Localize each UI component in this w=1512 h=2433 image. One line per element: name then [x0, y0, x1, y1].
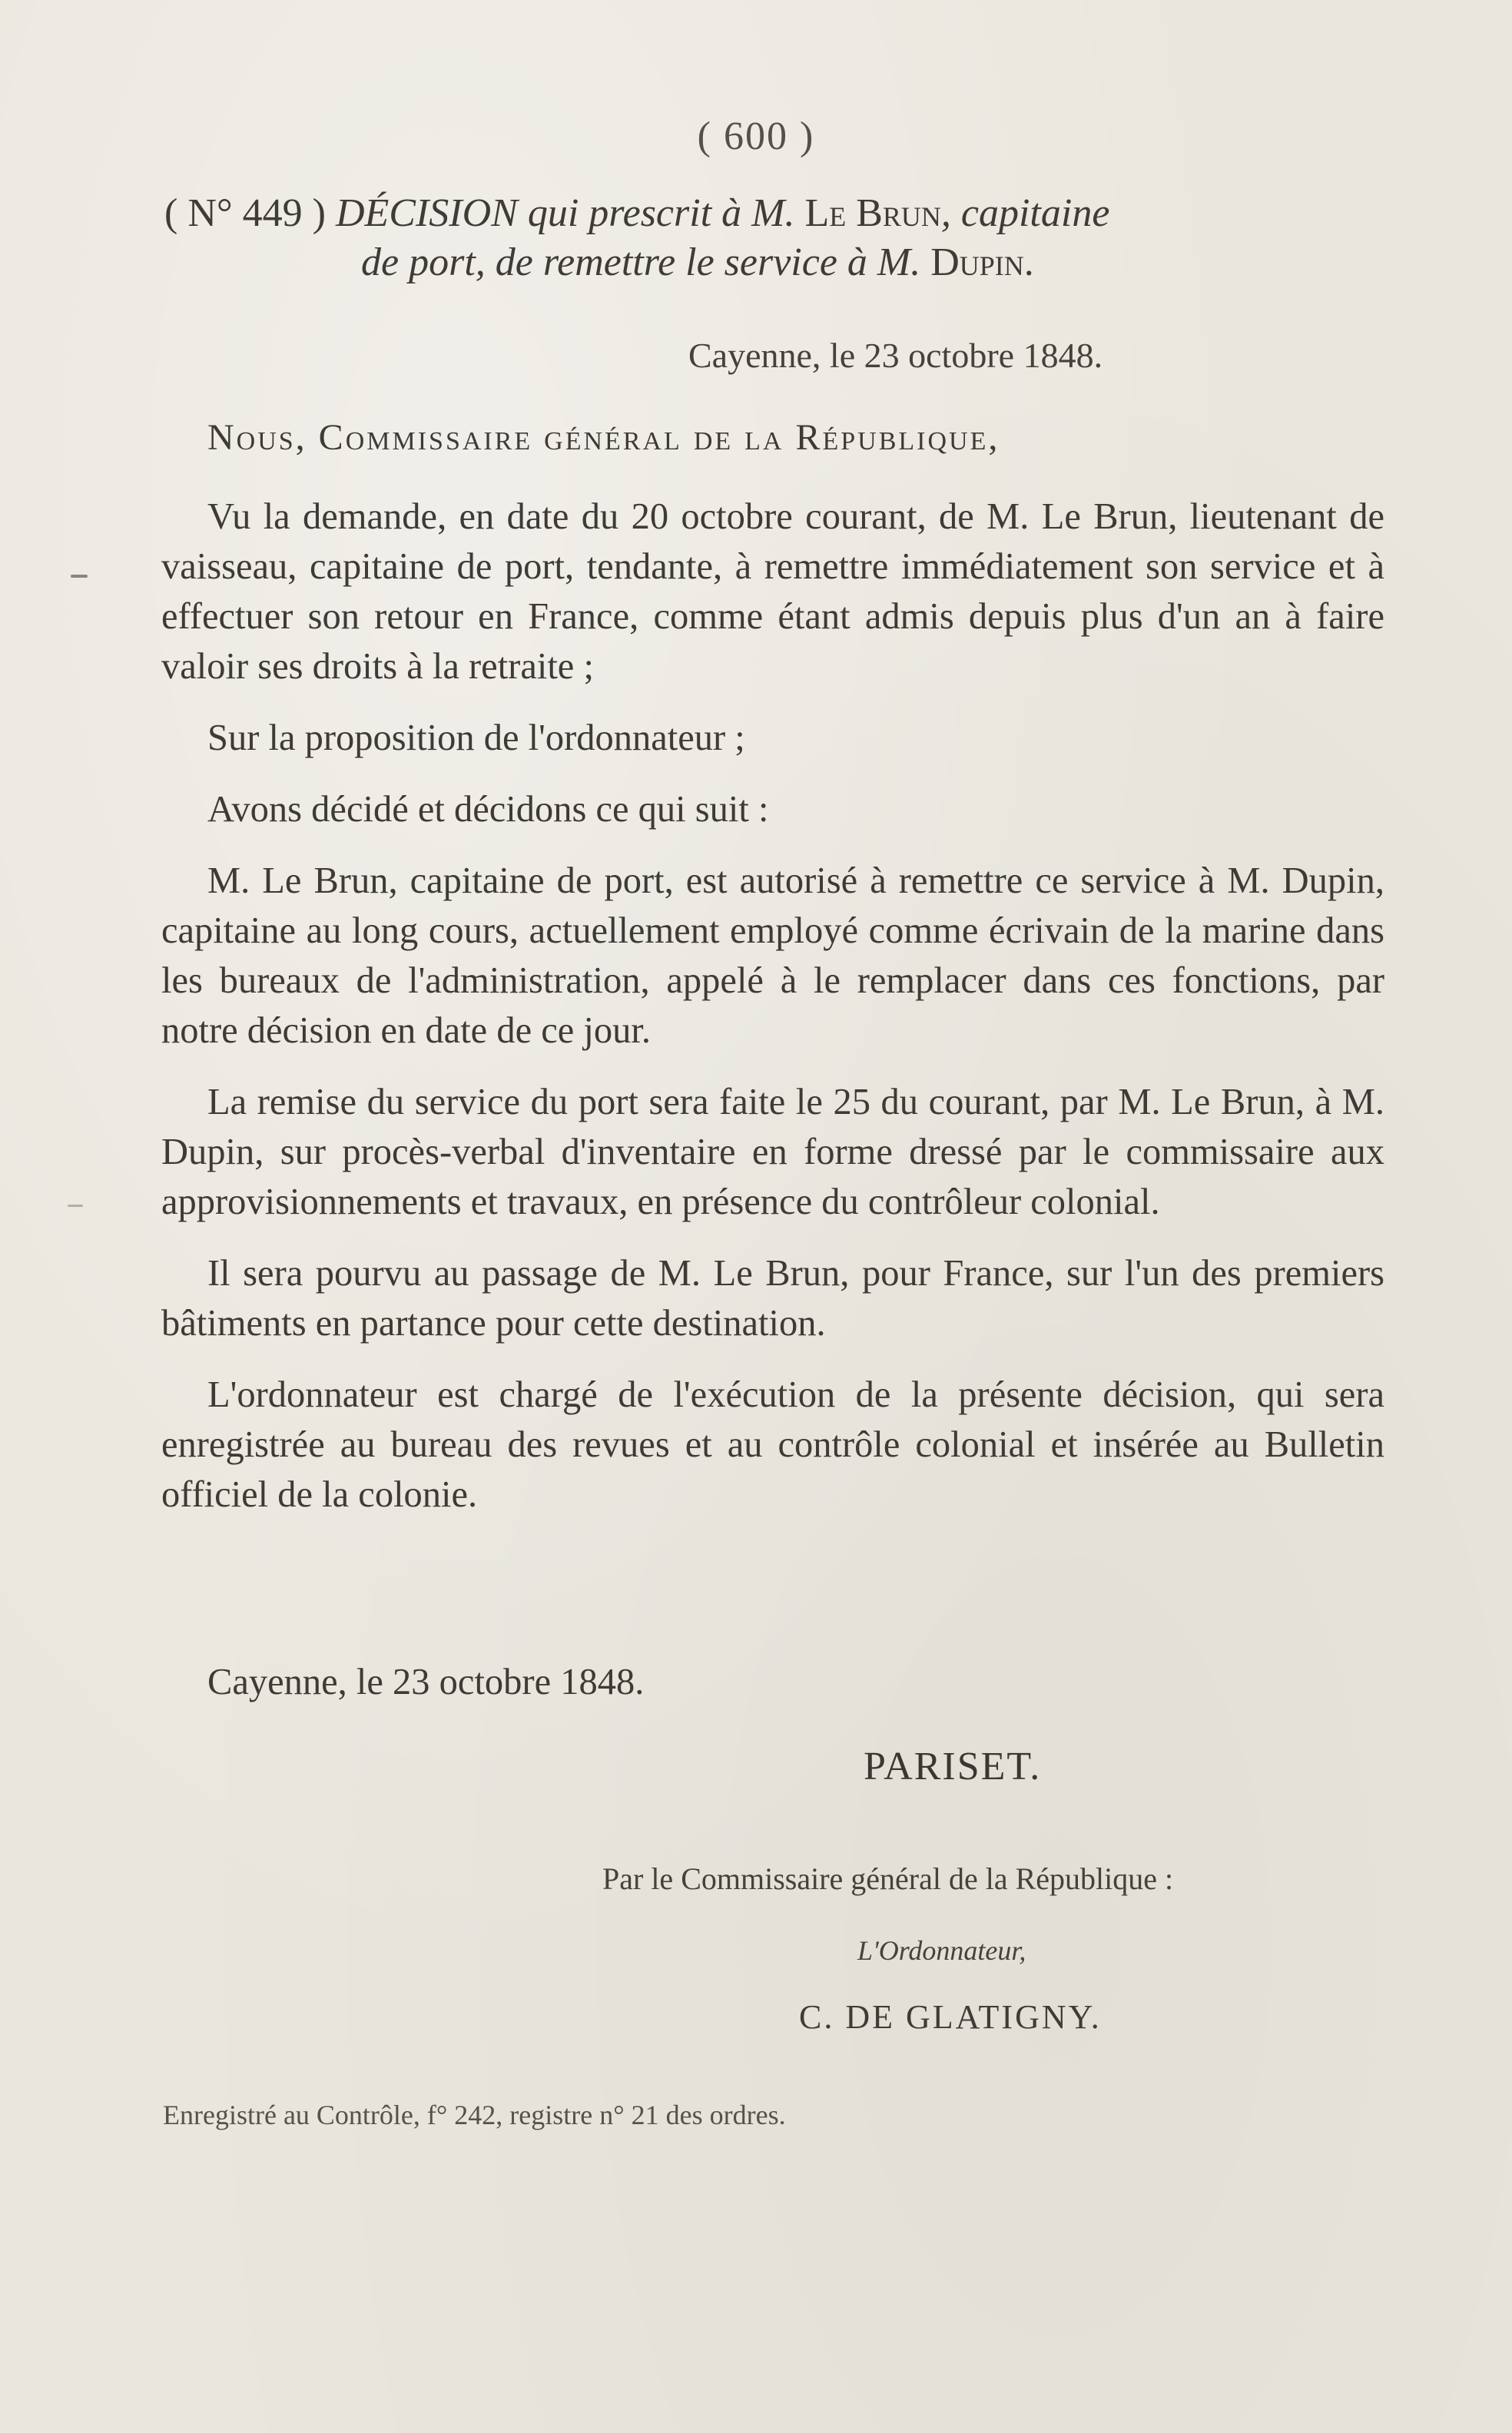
paragraph-decision-formula: Avons décidé et décidons ce qui suit : [207, 789, 769, 830]
decision-title-line2 [361, 238, 1394, 287]
officer-name: C. DE GLATIGNY. [799, 1998, 1102, 2036]
paragraph-passage: Il sera pourvu au passage de M. Le Brun, pour France, sur l'un des premiers bâtiments en partance pour cette destination. [161, 1253, 1384, 1344]
page-number: ( 600 ) [697, 114, 815, 158]
decision-heading [164, 189, 1394, 287]
registration-note: Enregistré au Contrôle, f° 242, registre n° 21 des ordres. [163, 2100, 786, 2130]
decision-number: ( N° 449 ) [164, 191, 326, 235]
margin-mark [71, 575, 88, 578]
paragraph-handover: La remise du service du port sera faite le 25 du courant, par M. Le Brun, à M. Dupin, sur procès-verbal d'inventaire en forme dressé par le commissaire aux approvisionnements et travaux, en présence du contrôleur colonial. [161, 1082, 1384, 1222]
signature: PARISET. [864, 1745, 1042, 1788]
paragraph-execution: L'ordonnateur est chargé de l'exécution de la présente décision, qui sera enregistrée au bureau des revues et au contrôle colonial et insérée au Bulletin officiel de la colonie. [161, 1374, 1384, 1515]
decision-body [161, 492, 1384, 1541]
decision-title-name2: Dupin [930, 240, 1024, 284]
dateline: Cayenne, le 23 octobre 1848. [688, 336, 1103, 375]
margin-mark [68, 1205, 83, 1207]
countersign-line: Par le Commissaire général de la République : [602, 1861, 1174, 1896]
officer-title: L'Ordonnateur, [857, 1935, 1026, 1966]
paragraph-proposal: Sur la proposition de l'ordonnateur ; [207, 718, 745, 758]
decision-title-name1: Le Brun [804, 191, 941, 235]
decision-title-line2-text: de port, de remettre le service à M. [361, 240, 921, 284]
paragraph-authorization: M. Le Brun, capitaine de port, est autorisé à remettre ce service à M. Dupin, capitaine au long cours, actuellement employé comme écrivain de la marine dans les bureaux de l'administration, appelé à le remplacer dans ces fonctions, par notre décision en date de ce jour. [161, 860, 1384, 1051]
paragraph-request: Vu la demande, en date du 20 octobre courant, de M. Le Brun, lieutenant de vaisseau, capitaine de port, tendante, à remettre immédiatement son service et à effectuer son retour en France, comme étant admis depuis plus d'un an à faire valoir ses droits à la retraite ; [161, 496, 1384, 687]
closing-date: Cayenne, le 23 octobre 1848. [207, 1662, 645, 1702]
decision-title-part2: , capitaine [940, 191, 1110, 235]
decision-title-part1: DÉCISION qui prescrit à M. [335, 191, 795, 235]
authority-line: Nous, Commissaire général de la République, [207, 417, 1000, 458]
decision-title-line2-end: . [1023, 240, 1034, 284]
